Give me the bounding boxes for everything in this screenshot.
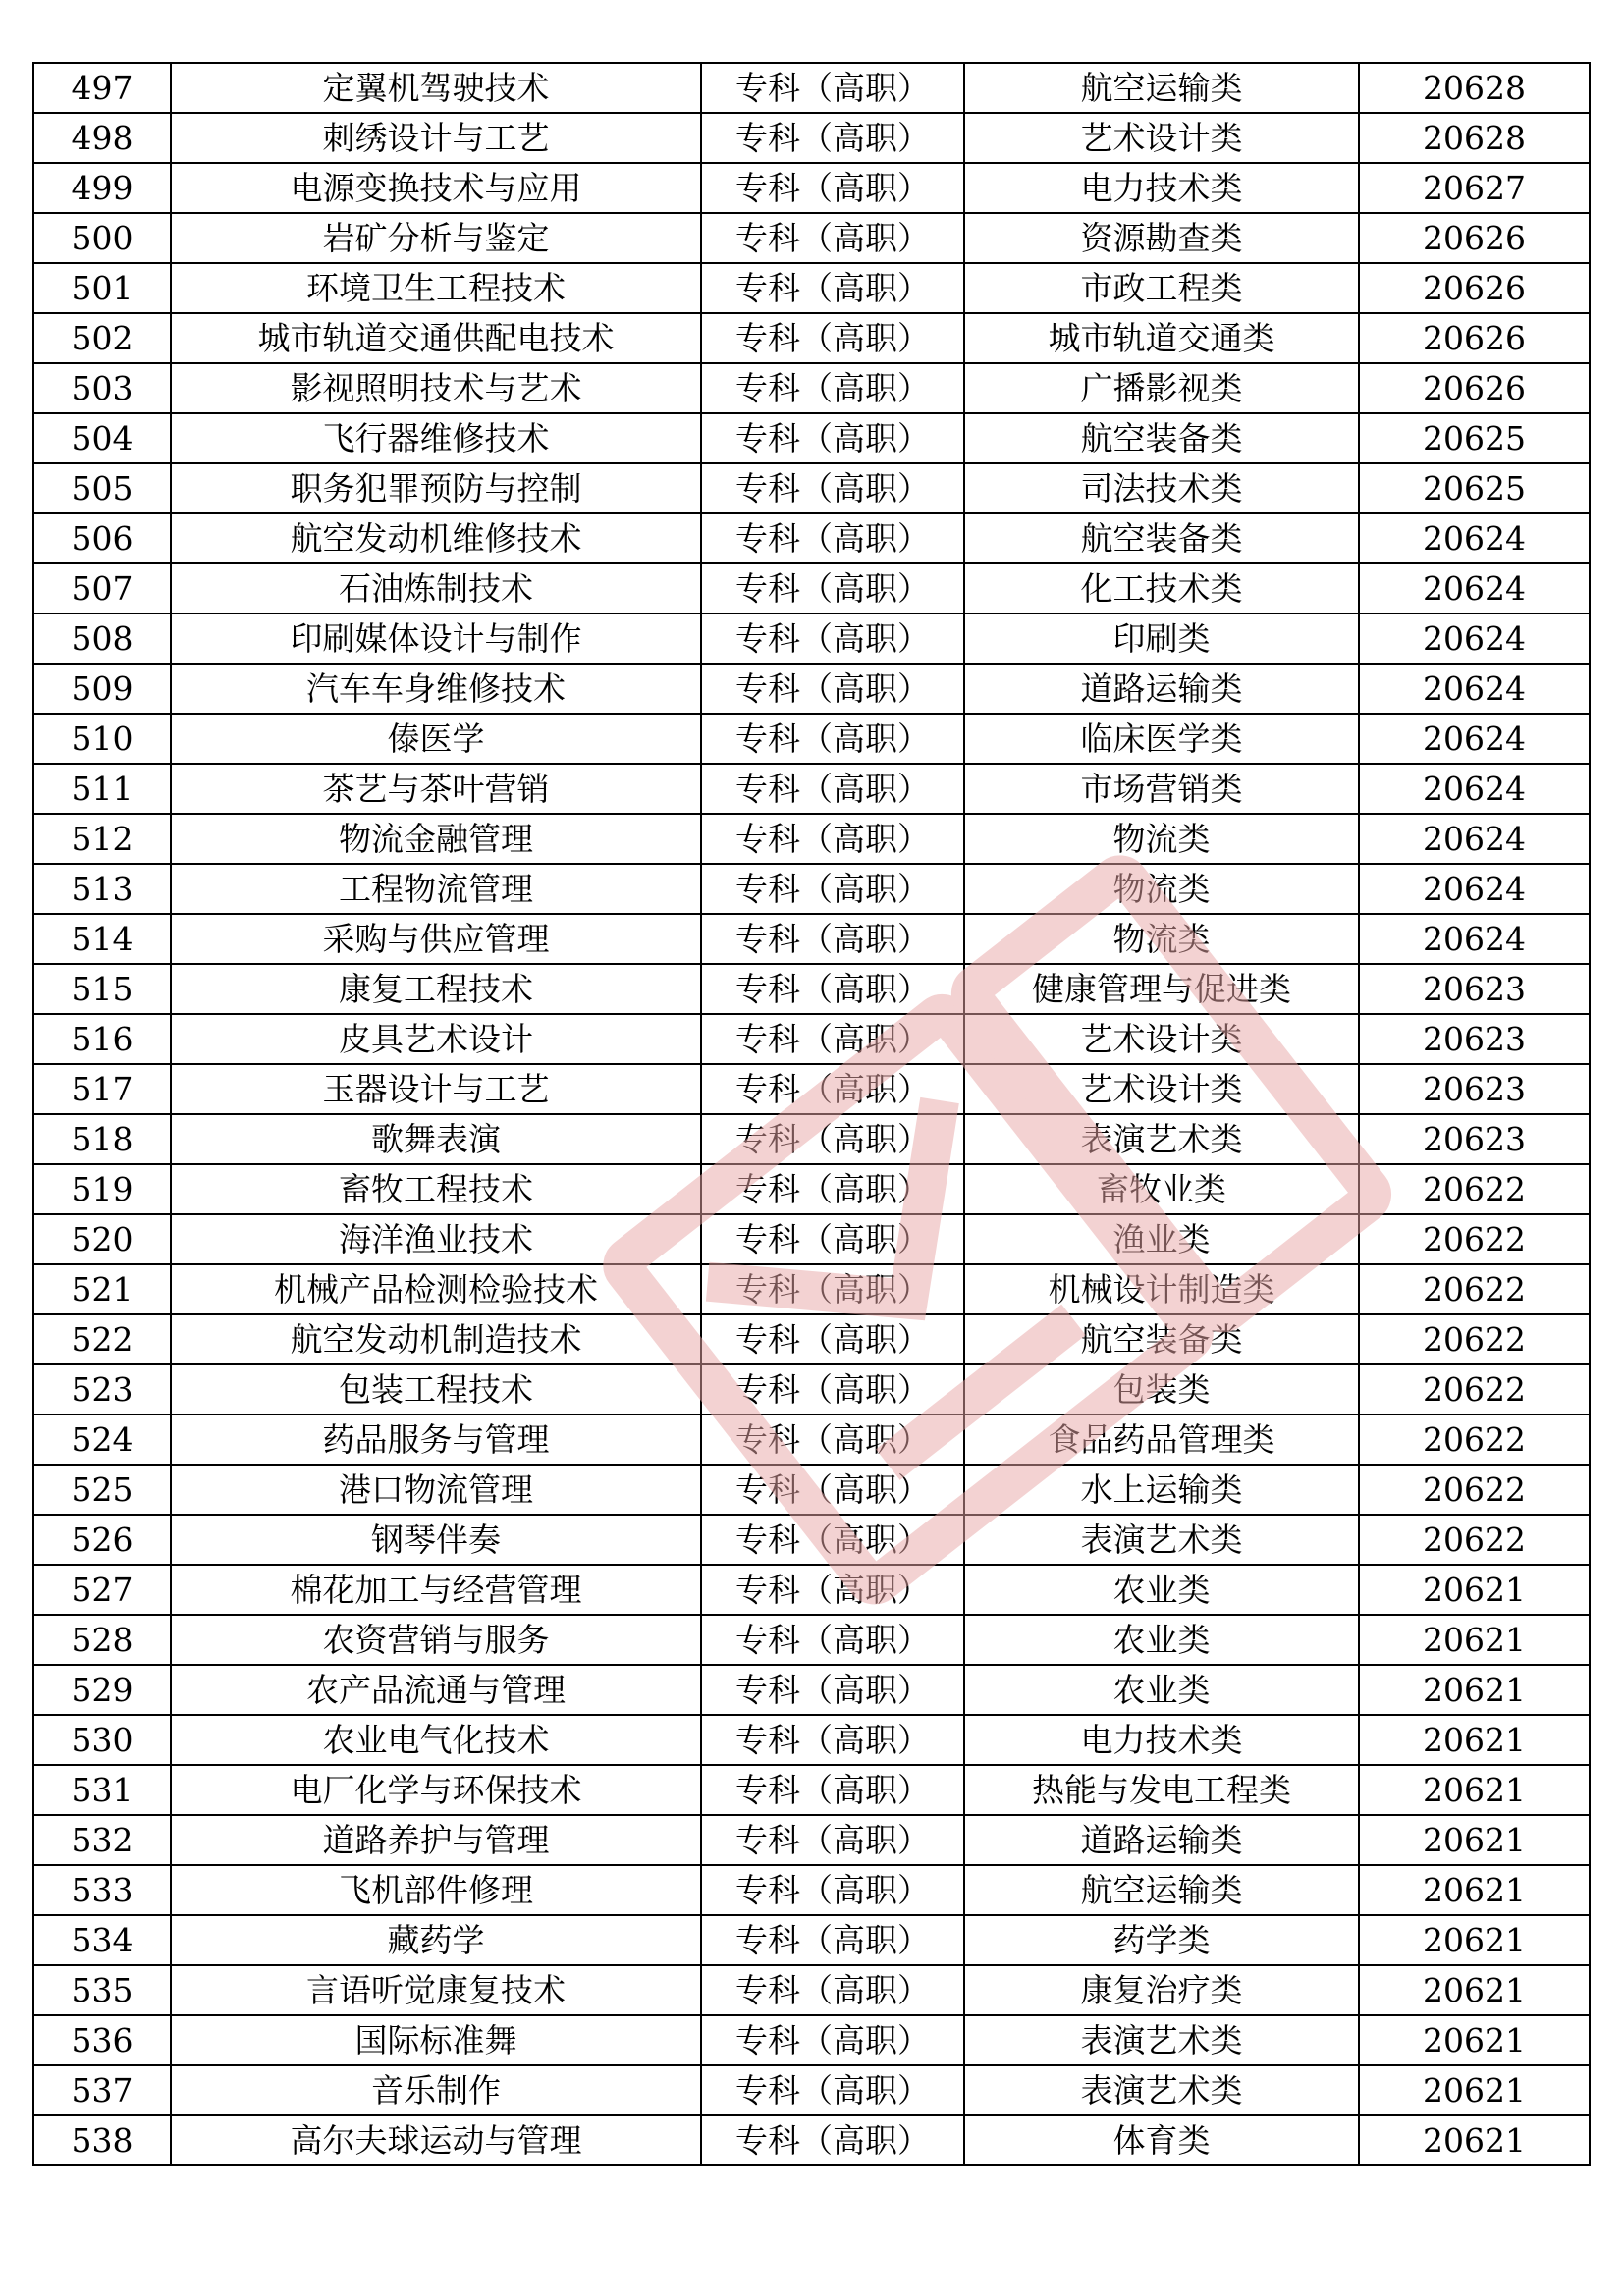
row-number-cell: 530 [33,1715,171,1765]
education-level-cell: 专科（高职） [701,463,964,513]
major-category-cell: 药学类 [964,1915,1359,1965]
table-row [33,1114,1590,1164]
major-name-cell: 傣医学 [171,714,701,764]
education-level-cell: 专科（高职） [701,1515,964,1565]
row-number-cell: 504 [33,413,171,463]
major-name-cell: 高尔夫球运动与管理 [171,2115,701,2165]
row-number-cell: 506 [33,513,171,563]
table-row [33,1815,1590,1865]
major-category-cell: 物流类 [964,914,1359,964]
score-cell: 20621 [1359,1665,1590,1715]
major-category-cell: 航空运输类 [964,1865,1359,1915]
education-level-cell: 专科（高职） [701,1965,964,2015]
table-row [33,1465,1590,1515]
major-category-cell: 化工技术类 [964,563,1359,614]
education-level-cell: 专科（高职） [701,63,964,113]
education-level-cell: 专科（高职） [701,1665,964,1715]
table-row [33,1965,1590,2015]
education-level-cell: 专科（高职） [701,2115,964,2165]
major-category-cell: 渔业类 [964,1214,1359,1264]
major-category-cell: 艺术设计类 [964,113,1359,163]
table-row [33,764,1590,814]
score-cell: 20628 [1359,113,1590,163]
row-number-cell: 512 [33,814,171,864]
education-level-cell: 专科（高职） [701,413,964,463]
row-number-cell: 532 [33,1815,171,1865]
row-number-cell: 505 [33,463,171,513]
education-level-cell: 专科（高职） [701,1915,964,1965]
score-cell: 20622 [1359,1415,1590,1465]
education-level-cell: 专科（高职） [701,1565,964,1615]
score-cell: 20622 [1359,1164,1590,1214]
score-cell: 20621 [1359,2115,1590,2165]
table-row [33,1014,1590,1064]
major-name-cell: 海洋渔业技术 [171,1214,701,1264]
major-name-cell: 言语听觉康复技术 [171,1965,701,2015]
major-name-cell: 音乐制作 [171,2065,701,2115]
education-level-cell: 专科（高职） [701,2015,964,2065]
score-cell: 20626 [1359,313,1590,363]
education-level-cell: 专科（高职） [701,1214,964,1264]
score-cell: 20624 [1359,513,1590,563]
row-number-cell: 509 [33,664,171,714]
score-cell: 20624 [1359,614,1590,664]
major-name-cell: 农资营销与服务 [171,1615,701,1665]
table-row [33,664,1590,714]
table-row [33,614,1590,664]
row-number-cell: 521 [33,1264,171,1314]
table-row [33,113,1590,163]
major-name-cell: 皮具艺术设计 [171,1014,701,1064]
education-level-cell: 专科（高职） [701,2065,964,2115]
education-level-cell: 专科（高职） [701,363,964,413]
document-page [32,62,1589,2166]
major-name-cell: 农业电气化技术 [171,1715,701,1765]
major-category-cell: 表演艺术类 [964,2015,1359,2065]
row-number-cell: 513 [33,864,171,914]
row-number-cell: 523 [33,1364,171,1415]
score-cell: 20626 [1359,363,1590,413]
major-category-cell: 包装类 [964,1364,1359,1415]
row-number-cell: 526 [33,1515,171,1565]
row-number-cell: 503 [33,363,171,413]
row-number-cell: 522 [33,1314,171,1364]
major-name-cell: 环境卫生工程技术 [171,263,701,313]
major-category-cell: 航空装备类 [964,413,1359,463]
education-level-cell: 专科（高职） [701,1114,964,1164]
score-cell: 20622 [1359,1515,1590,1565]
table-row [33,964,1590,1014]
major-name-cell: 钢琴伴奏 [171,1515,701,1565]
major-category-cell: 表演艺术类 [964,2065,1359,2115]
major-name-cell: 岩矿分析与鉴定 [171,213,701,263]
major-name-cell: 航空发动机维修技术 [171,513,701,563]
score-cell: 20623 [1359,1064,1590,1114]
major-name-cell: 飞行器维修技术 [171,413,701,463]
major-name-cell: 工程物流管理 [171,864,701,914]
major-name-cell: 藏药学 [171,1915,701,1965]
table-row [33,363,1590,413]
education-level-cell: 专科（高职） [701,263,964,313]
row-number-cell: 508 [33,614,171,664]
score-cell: 20624 [1359,764,1590,814]
education-level-cell: 专科（高职） [701,1164,964,1214]
row-number-cell: 531 [33,1765,171,1815]
major-category-cell: 农业类 [964,1565,1359,1615]
table-row [33,1264,1590,1314]
table-row [33,1515,1590,1565]
education-level-cell: 专科（高职） [701,764,964,814]
row-number-cell: 536 [33,2015,171,2065]
major-category-cell: 物流类 [964,814,1359,864]
table-row [33,1565,1590,1615]
score-cell: 20622 [1359,1364,1590,1415]
education-level-cell: 专科（高职） [701,213,964,263]
major-name-cell: 畜牧工程技术 [171,1164,701,1214]
major-category-cell: 道路运输类 [964,664,1359,714]
row-number-cell: 500 [33,213,171,263]
education-level-cell: 专科（高职） [701,1064,964,1114]
score-cell: 20622 [1359,1465,1590,1515]
major-category-cell: 热能与发电工程类 [964,1765,1359,1815]
score-cell: 20621 [1359,1915,1590,1965]
major-category-cell: 市场营销类 [964,764,1359,814]
table-row [33,1765,1590,1815]
score-cell: 20623 [1359,1114,1590,1164]
table-row [33,2065,1590,2115]
major-name-cell: 印刷媒体设计与制作 [171,614,701,664]
table-row [33,163,1590,213]
row-number-cell: 524 [33,1415,171,1465]
major-category-cell: 航空装备类 [964,1314,1359,1364]
row-number-cell: 499 [33,163,171,213]
major-name-cell: 茶艺与茶叶营销 [171,764,701,814]
education-level-cell: 专科（高职） [701,964,964,1014]
table-row [33,213,1590,263]
education-level-cell: 专科（高职） [701,1264,964,1314]
education-level-cell: 专科（高职） [701,914,964,964]
row-number-cell: 529 [33,1665,171,1715]
table-row [33,1064,1590,1114]
major-name-cell: 农产品流通与管理 [171,1665,701,1715]
major-name-cell: 歌舞表演 [171,1114,701,1164]
table-row [33,814,1590,864]
education-level-cell: 专科（高职） [701,614,964,664]
table-row [33,563,1590,614]
major-name-cell: 航空发动机制造技术 [171,1314,701,1364]
major-category-cell: 道路运输类 [964,1815,1359,1865]
major-name-cell: 道路养护与管理 [171,1815,701,1865]
education-level-cell: 专科（高职） [701,1715,964,1765]
row-number-cell: 510 [33,714,171,764]
score-cell: 20621 [1359,2015,1590,2065]
major-category-cell: 物流类 [964,864,1359,914]
table-row [33,1314,1590,1364]
row-number-cell: 535 [33,1965,171,2015]
major-name-cell: 玉器设计与工艺 [171,1064,701,1114]
education-level-cell: 专科（高职） [701,1865,964,1915]
major-name-cell: 电源变换技术与应用 [171,163,701,213]
major-name-cell: 定翼机驾驶技术 [171,63,701,113]
score-cell: 20621 [1359,1865,1590,1915]
table-row [33,1865,1590,1915]
major-category-cell: 航空运输类 [964,63,1359,113]
score-cell: 20626 [1359,263,1590,313]
education-level-cell: 专科（高职） [701,814,964,864]
major-category-cell: 食品药品管理类 [964,1415,1359,1465]
majors-ranking-table [32,62,1591,2166]
major-name-cell: 刺绣设计与工艺 [171,113,701,163]
major-name-cell: 国际标准舞 [171,2015,701,2065]
education-level-cell: 专科（高职） [701,1314,964,1364]
table-row [33,463,1590,513]
major-name-cell: 飞机部件修理 [171,1865,701,1915]
major-category-cell: 艺术设计类 [964,1014,1359,1064]
score-cell: 20622 [1359,1214,1590,1264]
major-name-cell: 港口物流管理 [171,1465,701,1515]
education-level-cell: 专科（高职） [701,1615,964,1665]
major-category-cell: 印刷类 [964,614,1359,664]
row-number-cell: 511 [33,764,171,814]
row-number-cell: 515 [33,964,171,1014]
score-cell: 20622 [1359,1314,1590,1364]
row-number-cell: 517 [33,1064,171,1114]
major-category-cell: 农业类 [964,1615,1359,1665]
row-number-cell: 514 [33,914,171,964]
score-cell: 20621 [1359,1565,1590,1615]
table-body [33,63,1590,2165]
major-category-cell: 康复治疗类 [964,1965,1359,2015]
row-number-cell: 537 [33,2065,171,2115]
major-category-cell: 城市轨道交通类 [964,313,1359,363]
major-name-cell: 康复工程技术 [171,964,701,1014]
row-number-cell: 498 [33,113,171,163]
score-cell: 20625 [1359,413,1590,463]
education-level-cell: 专科（高职） [701,513,964,563]
score-cell: 20621 [1359,1965,1590,2015]
table-row [33,1915,1590,1965]
major-category-cell: 水上运输类 [964,1465,1359,1515]
table-row [33,914,1590,964]
major-category-cell: 广播影视类 [964,363,1359,413]
education-level-cell: 专科（高职） [701,664,964,714]
row-number-cell: 507 [33,563,171,614]
major-name-cell: 汽车车身维修技术 [171,664,701,714]
major-category-cell: 航空装备类 [964,513,1359,563]
table-row [33,1415,1590,1465]
score-cell: 20624 [1359,864,1590,914]
major-name-cell: 电厂化学与环保技术 [171,1765,701,1815]
row-number-cell: 533 [33,1865,171,1915]
score-cell: 20625 [1359,463,1590,513]
major-name-cell: 城市轨道交通供配电技术 [171,313,701,363]
table-row [33,1615,1590,1665]
table-row [33,1164,1590,1214]
major-name-cell: 职务犯罪预防与控制 [171,463,701,513]
major-name-cell: 石油炼制技术 [171,563,701,614]
major-name-cell: 采购与供应管理 [171,914,701,964]
row-number-cell: 525 [33,1465,171,1515]
table-row [33,2115,1590,2165]
row-number-cell: 527 [33,1565,171,1615]
education-level-cell: 专科（高职） [701,864,964,914]
major-name-cell: 棉花加工与经营管理 [171,1565,701,1615]
education-level-cell: 专科（高职） [701,1765,964,1815]
major-category-cell: 电力技术类 [964,163,1359,213]
row-number-cell: 502 [33,313,171,363]
major-name-cell: 药品服务与管理 [171,1415,701,1465]
score-cell: 20624 [1359,664,1590,714]
education-level-cell: 专科（高职） [701,563,964,614]
table-row [33,2015,1590,2065]
score-cell: 20624 [1359,914,1590,964]
major-category-cell: 机械设计制造类 [964,1264,1359,1314]
table-row [33,413,1590,463]
score-cell: 20621 [1359,1715,1590,1765]
score-cell: 20624 [1359,563,1590,614]
score-cell: 20621 [1359,1815,1590,1865]
major-name-cell: 物流金融管理 [171,814,701,864]
major-name-cell: 影视照明技术与艺术 [171,363,701,413]
row-number-cell: 534 [33,1915,171,1965]
education-level-cell: 专科（高职） [701,1465,964,1515]
major-category-cell: 农业类 [964,1665,1359,1715]
table-row [33,864,1590,914]
education-level-cell: 专科（高职） [701,1815,964,1865]
major-category-cell: 表演艺术类 [964,1114,1359,1164]
major-name-cell: 包装工程技术 [171,1364,701,1415]
score-cell: 20622 [1359,1264,1590,1314]
major-category-cell: 畜牧业类 [964,1164,1359,1214]
major-category-cell: 司法技术类 [964,463,1359,513]
major-category-cell: 临床医学类 [964,714,1359,764]
score-cell: 20623 [1359,964,1590,1014]
table-row [33,1715,1590,1765]
education-level-cell: 专科（高职） [701,1364,964,1415]
major-category-cell: 电力技术类 [964,1715,1359,1765]
major-category-cell: 市政工程类 [964,263,1359,313]
education-level-cell: 专科（高职） [701,714,964,764]
score-cell: 20621 [1359,1765,1590,1815]
row-number-cell: 518 [33,1114,171,1164]
table-row [33,714,1590,764]
education-level-cell: 专科（高职） [701,313,964,363]
education-level-cell: 专科（高职） [701,113,964,163]
score-cell: 20628 [1359,63,1590,113]
table-row [33,1214,1590,1264]
score-cell: 20624 [1359,714,1590,764]
education-level-cell: 专科（高职） [701,1014,964,1064]
major-name-cell: 机械产品检测检验技术 [171,1264,701,1314]
score-cell: 20624 [1359,814,1590,864]
row-number-cell: 516 [33,1014,171,1064]
major-category-cell: 表演艺术类 [964,1515,1359,1565]
table-row [33,513,1590,563]
row-number-cell: 519 [33,1164,171,1214]
score-cell: 20623 [1359,1014,1590,1064]
major-category-cell: 艺术设计类 [964,1064,1359,1114]
education-level-cell: 专科（高职） [701,163,964,213]
score-cell: 20626 [1359,213,1590,263]
table-row [33,63,1590,113]
row-number-cell: 501 [33,263,171,313]
score-cell: 20627 [1359,163,1590,213]
row-number-cell: 520 [33,1214,171,1264]
major-category-cell: 资源勘查类 [964,213,1359,263]
score-cell: 20621 [1359,1615,1590,1665]
table-row [33,313,1590,363]
table-row [33,263,1590,313]
major-category-cell: 体育类 [964,2115,1359,2165]
row-number-cell: 538 [33,2115,171,2165]
table-row [33,1665,1590,1715]
education-level-cell: 专科（高职） [701,1415,964,1465]
table-row [33,1364,1590,1415]
row-number-cell: 528 [33,1615,171,1665]
major-category-cell: 健康管理与促进类 [964,964,1359,1014]
row-number-cell: 497 [33,63,171,113]
score-cell: 20621 [1359,2065,1590,2115]
